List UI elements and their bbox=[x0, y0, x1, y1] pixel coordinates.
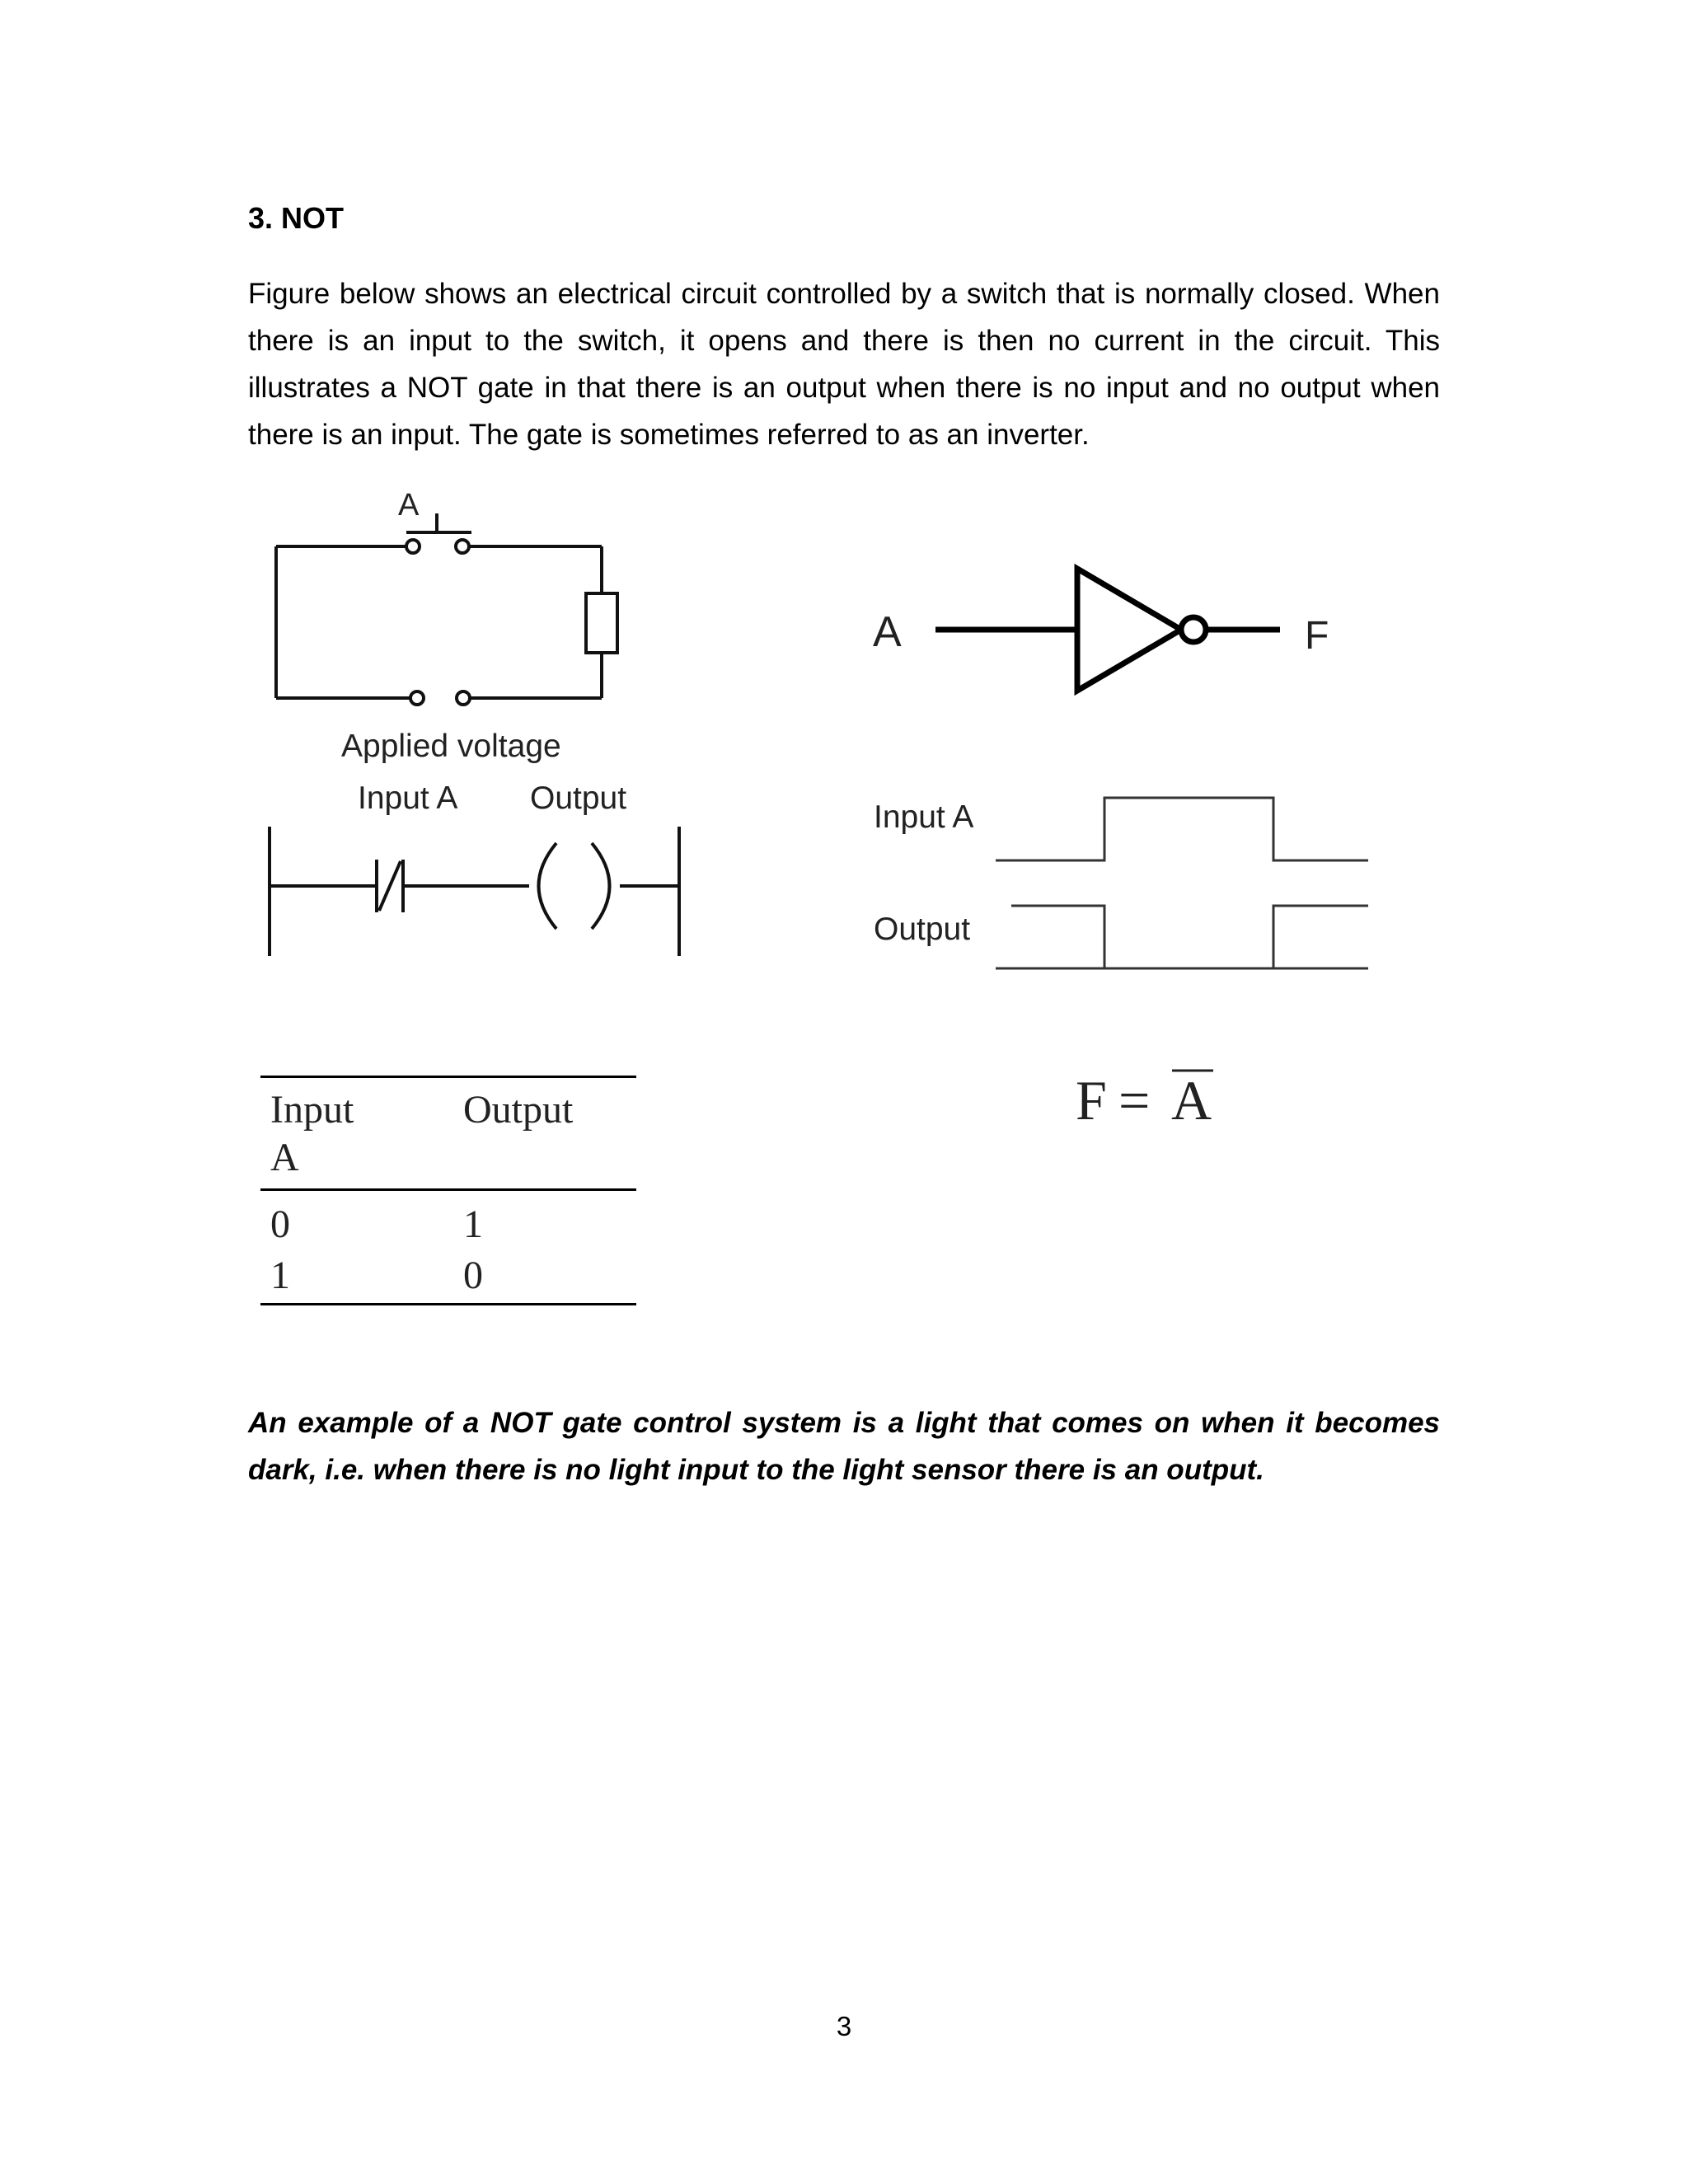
intro-paragraph: Figure below shows an electrical circuit controlled by a switch that is normally closed. When there is an input to the switch, it opens and there is then no current in the circuit. This illustrates a NOT gate in that there is an output when there is no input and no output when there is an input. The gate is sometimes referred to as an inverter. bbox=[248, 278, 1440, 451]
not-gate-symbol bbox=[865, 560, 1360, 701]
gate-bubble bbox=[1181, 617, 1206, 642]
output-coil-right bbox=[592, 843, 610, 929]
load-resistor bbox=[586, 593, 617, 653]
table-row bbox=[260, 1250, 636, 1305]
supply-label: Applied voltage bbox=[341, 729, 561, 764]
output-waveform-high-2 bbox=[1273, 906, 1368, 968]
gate-input-label: A bbox=[873, 608, 902, 656]
output-coil-left bbox=[539, 843, 557, 929]
gate-output-label: F bbox=[1305, 614, 1329, 658]
truth-table-header-input: Input A bbox=[270, 1088, 354, 1179]
input-waveform bbox=[996, 798, 1368, 860]
ladder-output-label: Output bbox=[530, 780, 627, 816]
example-paragraph: An example of a NOT gate control system is a light that comes on when it becomes dark, i.e. when there is no light input to the light sensor there is an output. bbox=[248, 1407, 1440, 1486]
table-row bbox=[260, 1190, 636, 1251]
truth-table-header-row bbox=[260, 1077, 636, 1190]
gate-triangle bbox=[1077, 569, 1181, 691]
nc-contact-slash bbox=[379, 861, 401, 911]
switch-contact-left bbox=[406, 540, 420, 553]
table-cell-output: 0 bbox=[463, 1254, 483, 1297]
truth-table bbox=[260, 1076, 636, 1305]
table-cell-input: 1 bbox=[270, 1254, 290, 1297]
supply-terminal-right bbox=[457, 691, 470, 705]
switch-contact-right bbox=[456, 540, 469, 553]
expression-rhs: A bbox=[1171, 1069, 1212, 1132]
supply-terminal-left bbox=[410, 691, 424, 705]
timing-output-label: Output bbox=[874, 912, 971, 947]
output-waveform-high-1 bbox=[1011, 906, 1104, 968]
ladder-diagram bbox=[247, 771, 692, 964]
table-cell-output: 1 bbox=[463, 1202, 483, 1246]
timing-diagram bbox=[865, 783, 1376, 972]
expression-lhs: F bbox=[1076, 1069, 1107, 1132]
ladder-input-label: Input A bbox=[358, 780, 458, 816]
section-heading: 3. NOT bbox=[248, 201, 345, 235]
switch-label: A bbox=[398, 488, 420, 523]
table-cell-input: 0 bbox=[270, 1202, 290, 1246]
truth-table-header-output: Output bbox=[463, 1088, 574, 1132]
expression-equals: = bbox=[1118, 1069, 1151, 1132]
boolean-expression bbox=[1071, 1055, 1236, 1137]
page-number: 3 bbox=[836, 2011, 852, 2041]
timing-input-label: Input A bbox=[874, 799, 974, 835]
switch-circuit-diagram bbox=[247, 478, 659, 775]
